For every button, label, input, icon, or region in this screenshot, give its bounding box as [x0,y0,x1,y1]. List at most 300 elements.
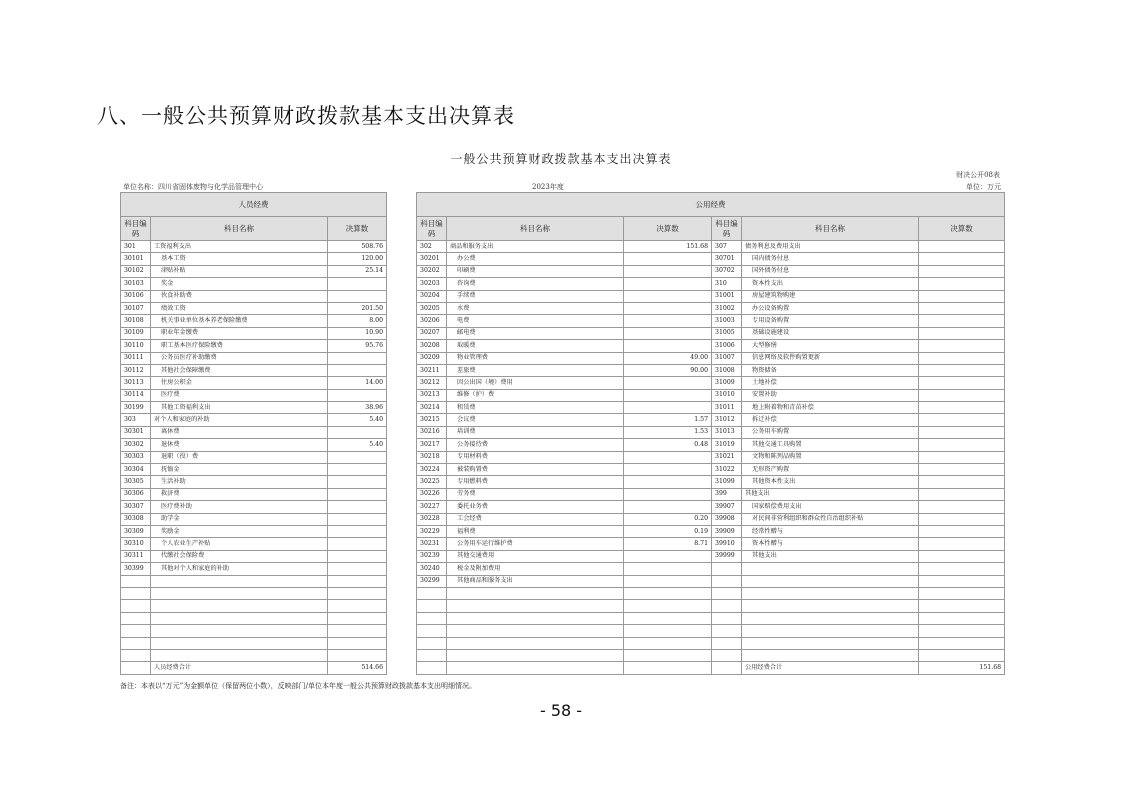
section-heading: 八、一般公共预算财政拨款基本支出决算表 [97,104,515,128]
public-b-code: 31009 [712,377,742,389]
personnel-name: 工资福利支出 [151,241,328,253]
public-b-amount [919,414,1005,426]
public-b-code: 39910 [712,538,742,550]
public-b-name: 办公设备购置 [742,302,919,314]
cell-amount [919,563,1005,575]
table-row [121,513,1005,525]
public-b-code: 31002 [712,302,742,314]
cell-name [742,625,919,637]
currency-unit: 单位：万元 [966,183,1001,191]
table-row [121,414,1005,426]
public-a-amount: 49.00 [624,352,712,364]
table-row [121,265,1005,277]
table-title: 一般公共预算财政拨款基本支出决算表 [450,152,672,166]
cell-amount [919,575,1005,587]
cell-code [121,637,151,649]
public-a-amount: 0.19 [624,525,712,537]
public-a-name: 工会经费 [447,513,624,525]
public-b-name: 无形资产购置 [742,464,919,476]
personnel-code: 30310 [121,538,151,550]
public-a-code: 30227 [417,501,447,513]
table-row [121,340,1005,352]
table-row [121,550,1005,562]
table-row [121,302,1005,314]
personnel-name: 公务员医疗补助缴费 [151,352,328,364]
public-b-code: 31005 [712,327,742,339]
cell-code [121,600,151,612]
public-a-code: 30299 [417,575,447,587]
column-gap [387,302,417,314]
cell-amount [919,612,1005,624]
table-row [121,377,1005,389]
public-a-name: 差旅费 [447,364,624,376]
public-a-name: 取暖费 [447,340,624,352]
personnel-amount: 14.00 [328,377,387,389]
cell-name [151,575,328,587]
public-b-code: 30701 [712,253,742,265]
personnel-amount [328,488,387,500]
public-total-amount: 151.68 [919,662,1005,674]
personnel-amount [328,464,387,476]
cell-amount [919,600,1005,612]
public-a-amount [624,340,712,352]
public-a-code: 30207 [417,327,447,339]
personnel-amount [328,364,387,376]
personnel-total-label: 人员经费合计 [151,662,328,674]
table-row [121,587,1005,599]
table-meta-row [120,180,1004,192]
public-b-code: 31006 [712,340,742,352]
cell-code [417,600,447,612]
column-gap [387,364,417,376]
cell-name [742,600,919,612]
column-gap [387,600,417,612]
public-b-code: 307 [712,241,742,253]
column-gap [387,464,417,476]
cell-amount [328,637,387,649]
public-a-code: 30212 [417,377,447,389]
table-row [121,600,1005,612]
cell-amount [328,649,387,661]
public-a-name: 劳务费 [447,488,624,500]
public-b-name: 国家赔偿费用支出 [742,501,919,513]
public-a-code: 30203 [417,278,447,290]
cell-amount [624,587,712,599]
personnel-amount: 25.14 [328,265,387,277]
personnel-code: 30113 [121,377,151,389]
cell-name [742,612,919,624]
public-b-code: 31011 [712,402,742,414]
public-b-name: 土地补偿 [742,377,919,389]
column-gap [387,563,417,575]
public-b-amount [919,464,1005,476]
public-b-name: 安置补助 [742,389,919,401]
cell-code [121,587,151,599]
col-header-amount: 决算数 [328,217,387,241]
personnel-name: 医疗费 [151,389,328,401]
personnel-code: 30199 [121,402,151,414]
personnel-code: 30306 [121,488,151,500]
cell-name [447,587,624,599]
public-a-amount [624,402,712,414]
public-a-code: 30228 [417,513,447,525]
cell-name [742,563,919,575]
public-a-name: 委托业务费 [447,501,624,513]
table-row [121,364,1005,376]
public-a-code: 30215 [417,414,447,426]
personnel-amount [328,290,387,302]
table-row [121,451,1005,463]
personnel-name: 个人农业生产补贴 [151,538,328,550]
personnel-name: 职业年金缴费 [151,327,328,339]
personnel-name: 奖励金 [151,525,328,537]
public-b-code: 31012 [712,414,742,426]
form-code: 财决公开08表 [956,171,1000,179]
table-note: 备注：本表以“万元”为金额单位（保留两位小数），反映部门/单位本年度一般公共预算财政拨款基本支出明细情况。 [120,682,477,690]
col-header-code: 科目编码 [121,217,151,241]
column-gap [387,193,417,217]
public-a-amount [624,563,712,575]
public-a-code: 30225 [417,476,447,488]
public-b-amount [919,364,1005,376]
public-b-name: 国内债务付息 [742,253,919,265]
public-a-amount [624,302,712,314]
personnel-amount [328,525,387,537]
public-b-name: 公务用车购置 [742,426,919,438]
public-b-name: 专用设备购置 [742,315,919,327]
personnel-amount: 10.90 [328,327,387,339]
column-gap [387,637,417,649]
table-row [121,253,1005,265]
public-b-code: 31013 [712,426,742,438]
personnel-total-amount: 514.66 [328,662,387,674]
public-b-name: 房屋建筑物购建 [742,290,919,302]
column-gap [387,488,417,500]
public-b-amount [919,241,1005,253]
public-a-name: 印刷费 [447,265,624,277]
personnel-code: 30108 [121,315,151,327]
personnel-name: 退休费 [151,439,328,451]
personnel-amount: 201.50 [328,302,387,314]
cell-amount [328,600,387,612]
public-b-name: 其他支出 [742,488,919,500]
public-b-code: 30702 [712,265,742,277]
column-gap [387,327,417,339]
public-a-code: 30211 [417,364,447,376]
cell-code [417,649,447,661]
public-a-amount [624,290,712,302]
public-a-name: 电费 [447,315,624,327]
cell-code [712,637,742,649]
public-a-code: 30201 [417,253,447,265]
personnel-amount: 8.00 [328,315,387,327]
col-header-name: 科目名称 [151,217,328,241]
public-a-name: 被装购置费 [447,464,624,476]
personnel-code: 30103 [121,278,151,290]
column-header-row [121,217,1005,241]
table-row [121,352,1005,364]
cell-code [712,662,742,674]
public-a-code: 30217 [417,439,447,451]
cell-name [742,575,919,587]
cell-amount [919,625,1005,637]
personnel-amount [328,278,387,290]
public-a-amount [624,278,712,290]
column-gap [387,550,417,562]
public-b-amount [919,538,1005,550]
public-a-amount [624,550,712,562]
cell-code [417,637,447,649]
column-gap [387,426,417,438]
public-a-amount [624,451,712,463]
public-b-amount [919,290,1005,302]
public-b-amount [919,488,1005,500]
column-gap [387,241,417,253]
public-a-name: 租赁费 [447,402,624,414]
cell-amount [624,612,712,624]
table-row [121,649,1005,661]
table-row [121,327,1005,339]
public-a-amount: 8.71 [624,538,712,550]
personnel-code: 30307 [121,501,151,513]
public-b-name: 物资储备 [742,364,919,376]
public-b-code: 39908 [712,513,742,525]
public-b-name: 大型修缮 [742,340,919,352]
public-b-amount [919,265,1005,277]
public-a-name: 税金及附加费用 [447,563,624,575]
public-b-code: 31021 [712,451,742,463]
column-gap [387,402,417,414]
public-a-name: 会议费 [447,414,624,426]
public-a-name: 商品和服务支出 [447,241,624,253]
col-header-name: 科目名称 [742,217,919,241]
cell-amount [624,637,712,649]
column-gap [387,625,417,637]
totals-row [121,662,1005,674]
cell-code [712,575,742,587]
table-row [121,563,1005,575]
public-a-code: 302 [417,241,447,253]
personnel-amount: 120.00 [328,253,387,265]
personnel-amount [328,352,387,364]
personnel-code: 30106 [121,290,151,302]
column-gap [387,278,417,290]
cell-name [151,612,328,624]
column-gap [387,340,417,352]
personnel-name: 助学金 [151,513,328,525]
public-a-amount: 0.20 [624,513,712,525]
cell-name [742,637,919,649]
personnel-amount [328,563,387,575]
personnel-amount [328,513,387,525]
table-row [121,575,1005,587]
public-a-code: 30224 [417,464,447,476]
cell-name [151,637,328,649]
public-b-amount [919,513,1005,525]
public-a-name: 物业管理费 [447,352,624,364]
public-b-amount [919,253,1005,265]
cell-amount [919,637,1005,649]
personnel-code: 30304 [121,464,151,476]
personnel-code: 30111 [121,352,151,364]
personnel-name: 住房公积金 [151,377,328,389]
cell-name [447,600,624,612]
public-a-name: 维修（护）费 [447,389,624,401]
cell-amount [624,649,712,661]
public-b-name: 基础设施建设 [742,327,919,339]
cell-amount [328,612,387,624]
public-a-code: 30209 [417,352,447,364]
cell-code [121,612,151,624]
public-a-amount [624,501,712,513]
public-a-code: 30204 [417,290,447,302]
personnel-name: 其他工资福利支出 [151,402,328,414]
public-b-amount [919,302,1005,314]
column-gap [387,389,417,401]
cell-name [151,587,328,599]
public-a-amount: 1.53 [624,426,712,438]
public-b-code: 31099 [712,476,742,488]
personnel-name: 代缴社会保险费 [151,550,328,562]
cell-code [417,612,447,624]
public-a-amount [624,377,712,389]
table-row [121,402,1005,414]
column-gap [387,217,417,241]
personnel-code: 30102 [121,265,151,277]
column-gap [387,315,417,327]
unit-name: 单位名称：四川省固体废物与化学品管理中心 [123,183,263,191]
public-b-name: 资本性支出 [742,278,919,290]
public-b-amount [919,352,1005,364]
public-b-amount [919,389,1005,401]
personnel-name: 其他社会保障缴费 [151,364,328,376]
cell-name [151,649,328,661]
personnel-amount [328,389,387,401]
column-gap [387,476,417,488]
expenditure-table [120,192,1005,675]
cell-code [417,625,447,637]
table-row [121,290,1005,302]
public-a-amount [624,315,712,327]
cell-code [712,612,742,624]
personnel-code: 303 [121,414,151,426]
personnel-amount: 38.96 [328,402,387,414]
public-a-amount [624,327,712,339]
public-a-amount: 90.00 [624,364,712,376]
public-a-amount [624,253,712,265]
public-b-amount [919,340,1005,352]
public-a-name: 其他商品和服务支出 [447,575,624,587]
personnel-code: 30107 [121,302,151,314]
public-b-name: 拆迁补偿 [742,414,919,426]
col-header-amount: 决算数 [624,217,712,241]
public-a-name: 专用材料费 [447,451,624,463]
cell-name [447,662,624,674]
public-b-code: 31022 [712,464,742,476]
column-gap [387,513,417,525]
table-row [121,488,1005,500]
public-b-code: 39999 [712,550,742,562]
personnel-amount [328,538,387,550]
col-header-amount: 决算数 [919,217,1005,241]
cell-code [121,649,151,661]
cell-code [712,563,742,575]
public-a-code: 30216 [417,426,447,438]
cell-code [712,625,742,637]
public-a-amount: 1.57 [624,414,712,426]
public-b-amount [919,451,1005,463]
cell-code [121,625,151,637]
cell-name [151,625,328,637]
personnel-code: 30308 [121,513,151,525]
public-a-amount: 0.48 [624,439,712,451]
table-row [121,501,1005,513]
public-b-code: 399 [712,488,742,500]
cell-amount [624,662,712,674]
cell-code [712,587,742,599]
table-row [121,315,1005,327]
public-b-name: 文物和陈列品购置 [742,451,919,463]
personnel-name: 对个人和家庭的补助 [151,414,328,426]
public-b-name: 其他资本性支出 [742,476,919,488]
public-b-name: 其他交通工具购置 [742,439,919,451]
column-gap [387,439,417,451]
table-row [121,426,1005,438]
column-gap [387,352,417,364]
column-gap [387,649,417,661]
personnel-name: 基本工资 [151,253,328,265]
col-header-name: 科目名称 [447,217,624,241]
public-a-amount [624,265,712,277]
public-a-name: 培训费 [447,426,624,438]
personnel-code: 30301 [121,426,151,438]
personnel-amount [328,426,387,438]
personnel-name: 津贴补贴 [151,265,328,277]
public-b-amount [919,278,1005,290]
cell-amount [328,575,387,587]
column-gap [387,612,417,624]
cell-amount [328,587,387,599]
column-gap [387,575,417,587]
public-b-name: 对民间非营利组织和群众性自治组织补贴 [742,513,919,525]
public-b-code: 39909 [712,525,742,537]
personnel-section-header: 人员经费 [121,193,387,217]
personnel-code: 30311 [121,550,151,562]
public-section-header: 公用经费 [417,193,1005,217]
cell-name [447,612,624,624]
public-a-name: 办公费 [447,253,624,265]
public-a-code: 30205 [417,302,447,314]
public-a-name: 福利费 [447,525,624,537]
personnel-code: 30399 [121,563,151,575]
table-row [121,278,1005,290]
table-row [121,625,1005,637]
table-row [121,439,1005,451]
public-b-amount [919,426,1005,438]
public-a-code: 30218 [417,451,447,463]
column-gap [387,377,417,389]
column-gap [387,587,417,599]
personnel-amount: 5.40 [328,439,387,451]
personnel-code: 30303 [121,451,151,463]
personnel-name: 生活补助 [151,476,328,488]
column-gap [387,265,417,277]
personnel-code: 30114 [121,389,151,401]
public-a-code: 30226 [417,488,447,500]
personnel-code: 301 [121,241,151,253]
personnel-amount [328,476,387,488]
public-b-amount [919,327,1005,339]
